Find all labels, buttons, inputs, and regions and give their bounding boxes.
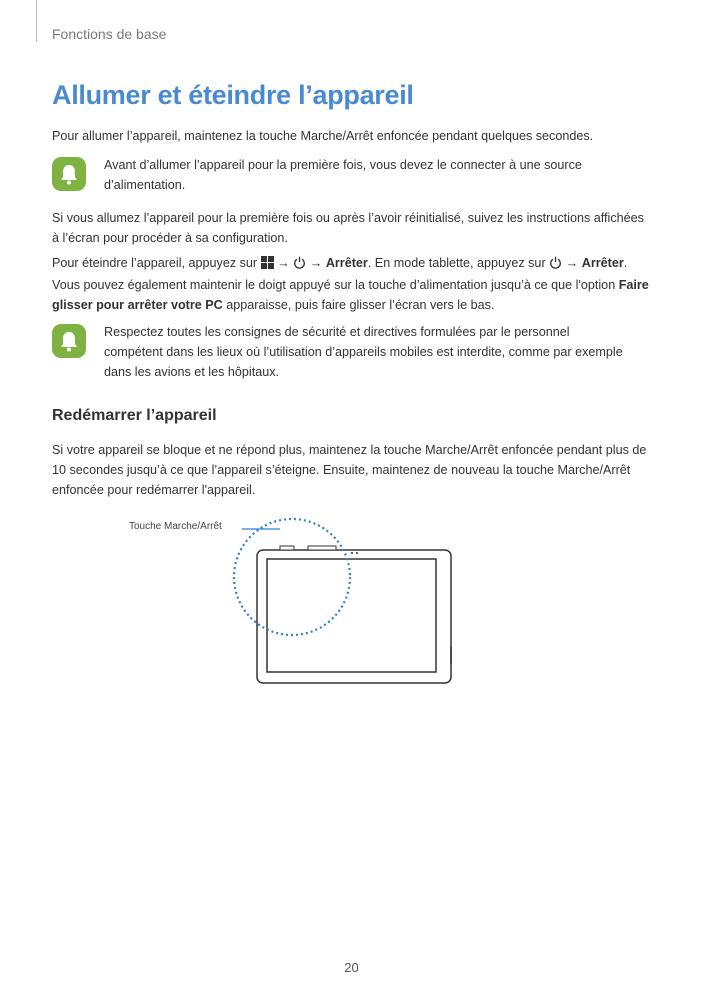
- tablet-drawing: [120, 512, 460, 692]
- device-illustration: [120, 512, 460, 692]
- shutdown-paragraph: [52, 253, 652, 315]
- restart-paragraph: Si votre appareil se bloque et ne répond plus, maintenez la touche Marche/Arrêt enfoncée pendant plus de 10 secondes jusqu’à ce que l’appareil s’éteigne. Ensuite, maintenez de nouveau la touche Marche/Arrêt enfoncée pour redémarrer l'appareil.: [52, 443, 647, 497]
- bell-icon: [52, 157, 86, 191]
- arrow: →: [565, 256, 579, 270]
- shutdown-text-2: . En mode tablette, appuyez sur: [367, 256, 546, 270]
- power-icon: [549, 255, 562, 275]
- arrow: →: [309, 256, 323, 270]
- arrow: →: [277, 256, 290, 270]
- note-text: Avant d’allumer l’appareil pour la première fois, vous devez le connecter à une source d’alimentation.: [104, 158, 582, 192]
- power-key-callout-label: Touche Marche/Arrêt: [129, 521, 222, 532]
- page-number: 20: [344, 960, 359, 975]
- section-title-restart: Redémarrer l’appareil: [52, 407, 217, 424]
- intro-paragraph: Pour allumer l’appareil, maintenez la touche Marche/Arrêt enfoncée pendant quelques secondes.: [52, 129, 594, 143]
- bell-icon: [52, 324, 86, 358]
- note-text: Respectez toutes les consignes de sécurité et directives formulées par le personnel compétent dans les lieux où l’utilisation d’appareils mobiles est interdite, comme par exemple dans les avions et les hôpitaux.: [104, 325, 623, 379]
- setup-paragraph: Si vous allumez l’appareil pour la première fois ou après l’avoir réinitialisé, suivez les instructions affichées à l’écran pour procéder à sa configuration.: [52, 211, 644, 245]
- arreter-label: Arrêter: [581, 256, 624, 270]
- slide-option-label: Faire glisser pour arrêter votre PC: [52, 278, 649, 312]
- power-icon: [293, 255, 306, 275]
- header-rule: [36, 0, 37, 42]
- windows-logo-icon: [261, 255, 274, 275]
- shutdown-text-1: Pour éteindre l’appareil, appuyez sur: [52, 256, 258, 270]
- running-header: Fonctions de base: [52, 26, 167, 42]
- arreter-label: Arrêter: [325, 256, 368, 270]
- shutdown-text-3: . Vous pouvez également maintenir le doigt appuyé sur la touche d’alimentation jusqu’à ce que l'option: [52, 256, 628, 292]
- shutdown-text-4: apparaisse, puis faire glisser l’écran vers le bas.: [226, 298, 495, 312]
- page-title: Allumer et éteindre l’appareil: [52, 80, 414, 110]
